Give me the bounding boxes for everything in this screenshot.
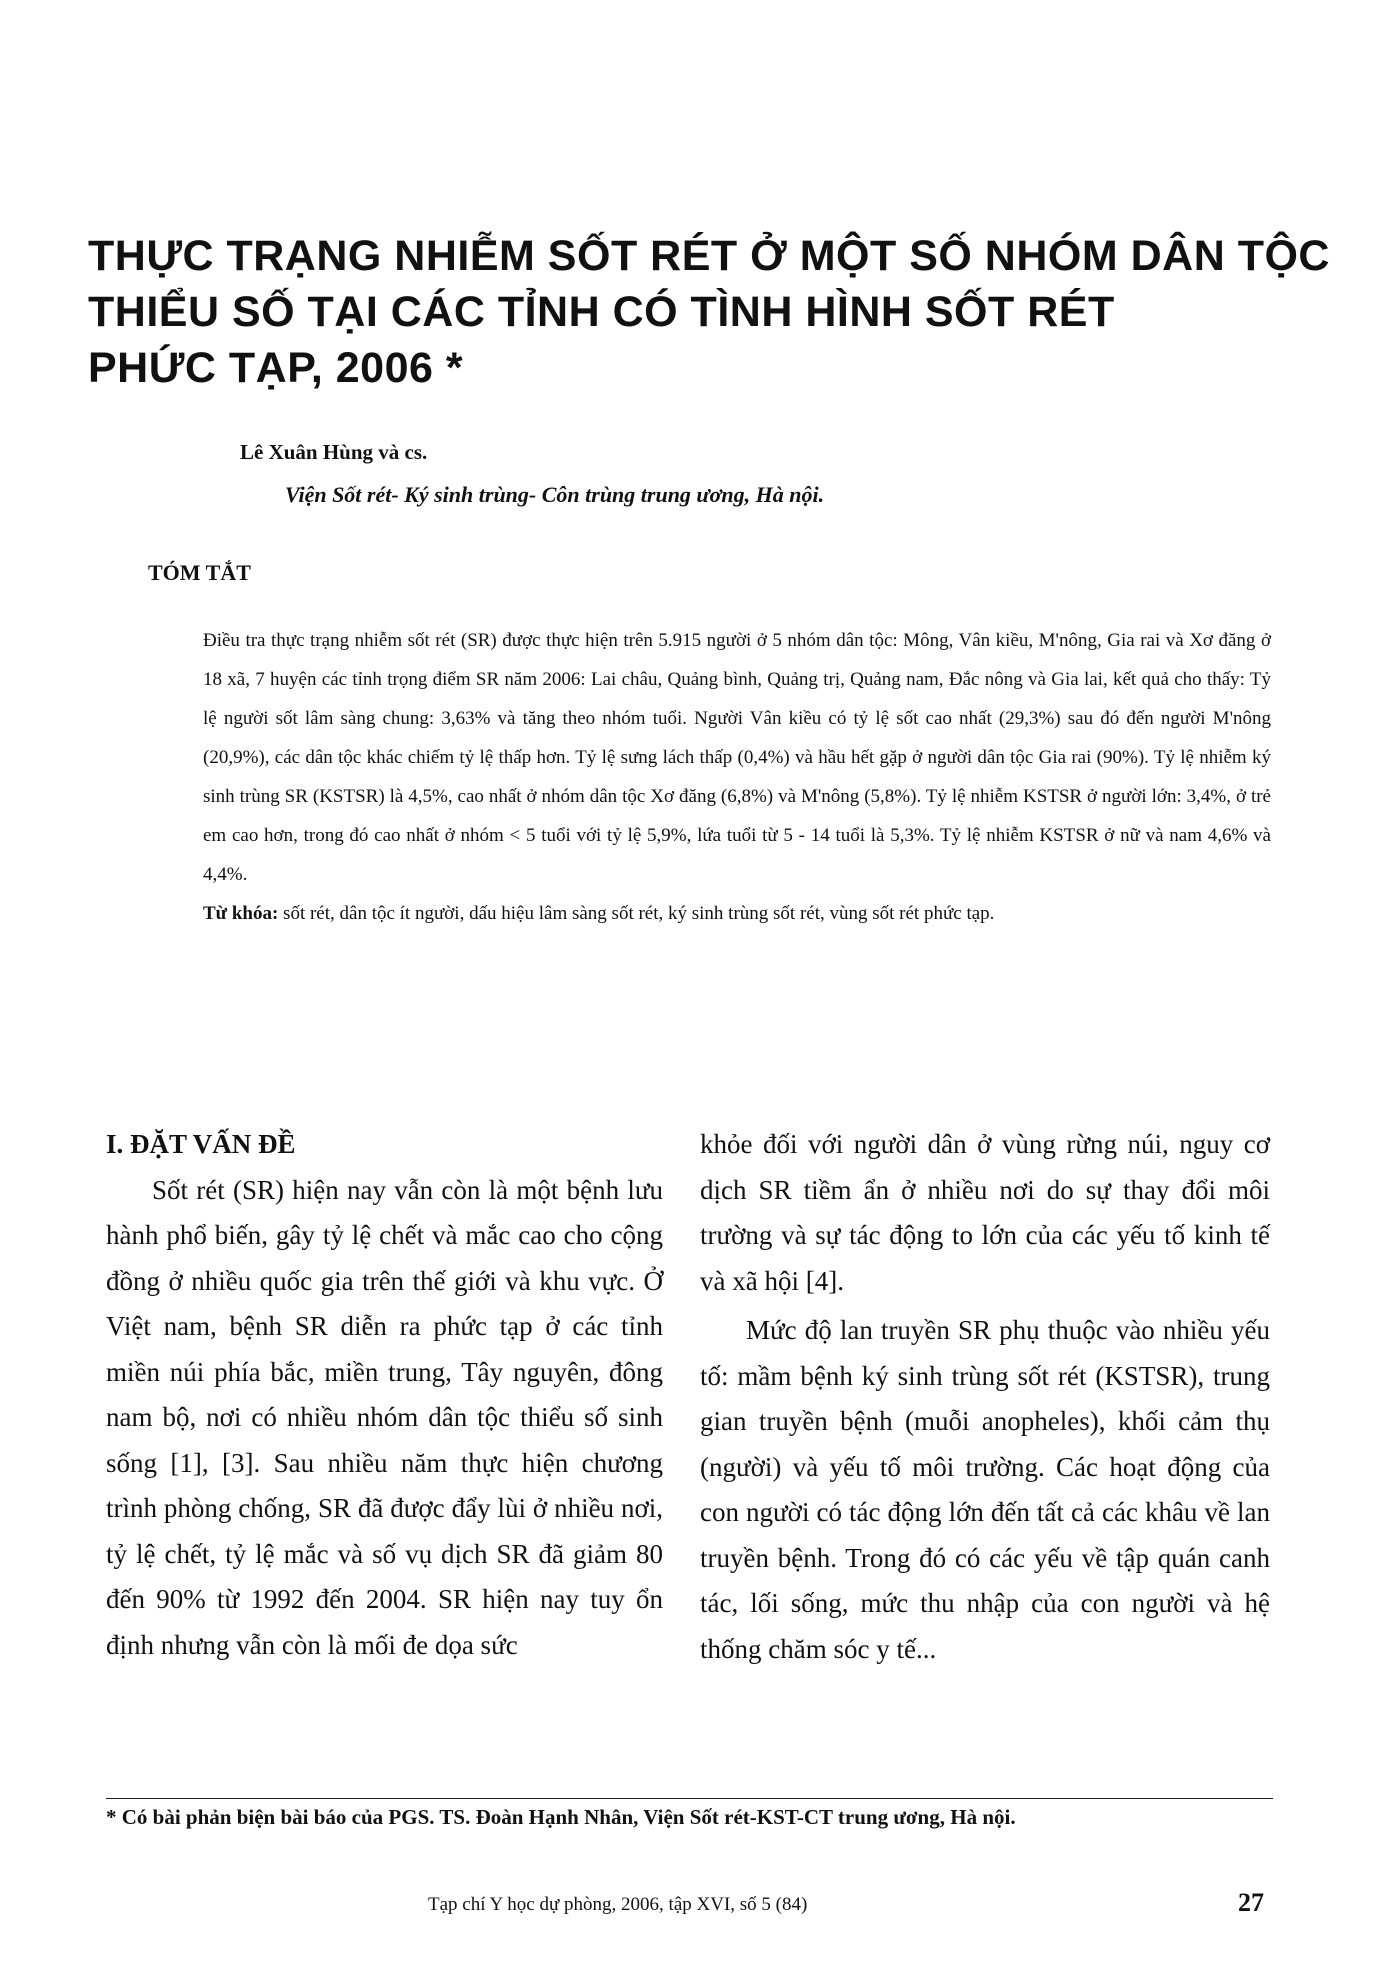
right-paragraph-2: Mức độ lan truyền SR phụ thuộc vào nhiều yếu tố: mầm bệnh ký sinh trùng sốt rét (KSTSR), trung gian truyền bệnh (muỗi anopheles), khối cảm thụ (người) và yếu tố môi trường. Các hoạt động của con người có tác động lớn đến tất cả các khâu về lan truyền bệnh. Trong đó có các yếu về tập quán canh tác, lối sống, mức thu nhập của con người và hệ thống chăm sóc y tế... xyxy=(700,1315,1270,1664)
left-paragraph: Sốt rét (SR) hiện nay vẫn còn là một bệnh lưu hành phổ biến, gây tỷ lệ chết và mắc cao cho cộng đồng ở nhiều quốc gia trên thế giới và khu vực. Ở Việt nam, bệnh SR diễn ra phức tạp ở các tỉnh miền núi phía bắc, miền trung, Tây nguyên, đông nam bộ, nơi có nhiều nhóm dân tộc thiểu số sinh sống [1], [3]. Sau nhiều năm thực hiện chương trình phòng chống, SR đã được đẩy lùi ở nhiều nơi, tỷ lệ chết, tỷ lệ mắc và số vụ dịch SR đã giảm 80 đến 90% từ 1992 đến 2004. SR hiện nay tuy ổn định nhưng vẫn còn là mối đe dọa sức xyxy=(106,1174,663,1660)
left-column xyxy=(106,1122,663,1668)
footnote: * Có bài phản biện bài báo của PGS. TS. Đoàn Hạnh Nhân, Viện Sốt rét-KST-CT trung ương, Hà nội. xyxy=(106,1805,1016,1829)
right-paragraph-1: khỏe đối với người dân ở vùng rừng núi, nguy cơ dịch SR tiềm ẩn ở nhiều nơi do sự thay đổi môi trường và sự tác động to lớn của các yếu tố kinh tế và xã hội [4]. xyxy=(700,1129,1270,1296)
authors: Lê Xuân Hùng và cs. xyxy=(240,440,428,464)
footnote-divider xyxy=(106,1798,1273,1799)
page-number: 27 xyxy=(1238,1888,1264,1917)
title-line-3: PHỨC TẠP, 2006 * xyxy=(88,344,464,392)
journal-citation: Tạp chí Y học dự phòng, 2006, tập XVI, số 5 (84) xyxy=(428,1894,808,1915)
keywords-label: Từ khóa: xyxy=(203,903,279,924)
right-column xyxy=(700,1122,1270,1672)
title-line-2: THIỂU SỐ TẠI CÁC TỈNH CÓ TÌNH HÌNH SỐT RÉT xyxy=(88,288,1115,336)
section-heading: I. ĐẶT VẤN ĐỀ xyxy=(106,1129,296,1159)
keywords-text: sốt rét, dân tộc ít người, dấu hiệu lâm sàng sốt rét, ký sinh trùng sốt rét, vùng sốt rét phức tạp. xyxy=(283,903,995,924)
abstract xyxy=(203,621,1271,933)
title-line-1: THỰC TRẠNG NHIỄM SỐT RÉT Ở MỘT SỐ NHÓM DÂN TỘC xyxy=(88,232,1330,280)
abstract-text: Điều tra thực trạng nhiễm sốt rét (SR) được thực hiện trên 5.915 người ở 5 nhóm dân tộc: Mông, Vân kiều, M'nông, Gia rai và Xơ đăng ở 18 xã, 7 huyện các tỉnh trọng điểm SR năm 2006: Lai châu, Quảng bình, Quảng trị, Quảng nam, Đắc nông và Gia lai, kết quả cho thấy: Tỷ lệ người sốt lâm sàng chung: 3,63% và tăng theo nhóm tuổi. Người Vân kiều có tỷ lệ sốt cao nhất (29,3%) sau đó đến người M'nông (20,9%), các dân tộc khác chiếm tỷ lệ thấp hơn. Tỷ lệ sưng lách thấp (0,4%) và hầu hết gặp ở người dân tộc Gia rai (90%). Tỷ lệ nhiễm ký sinh trùng SR (KSTSR) là 4,5%, cao nhất ở nhóm dân tộc Xơ đăng (6,8%) và M'nông (5,8%). Tỷ lệ nhiễm KSTSR ở người lớn: 3,4%, ở trẻ em cao hơn, trong đó cao nhất ở nhóm < 5 tuổi với tỷ lệ 5,9%, lứa tuổi từ 5 - 14 tuổi là 5,3%. Tỷ lệ nhiễm KSTSR ở nữ và nam 4,6% và 4,4%. xyxy=(203,630,1271,885)
affiliation: Viện Sốt rét- Ký sinh trùng- Côn trùng trung ương, Hà nội. xyxy=(285,482,825,507)
abstract-heading: TÓM TẮT xyxy=(148,560,251,585)
article-title xyxy=(88,228,1330,396)
keywords xyxy=(203,894,1271,933)
